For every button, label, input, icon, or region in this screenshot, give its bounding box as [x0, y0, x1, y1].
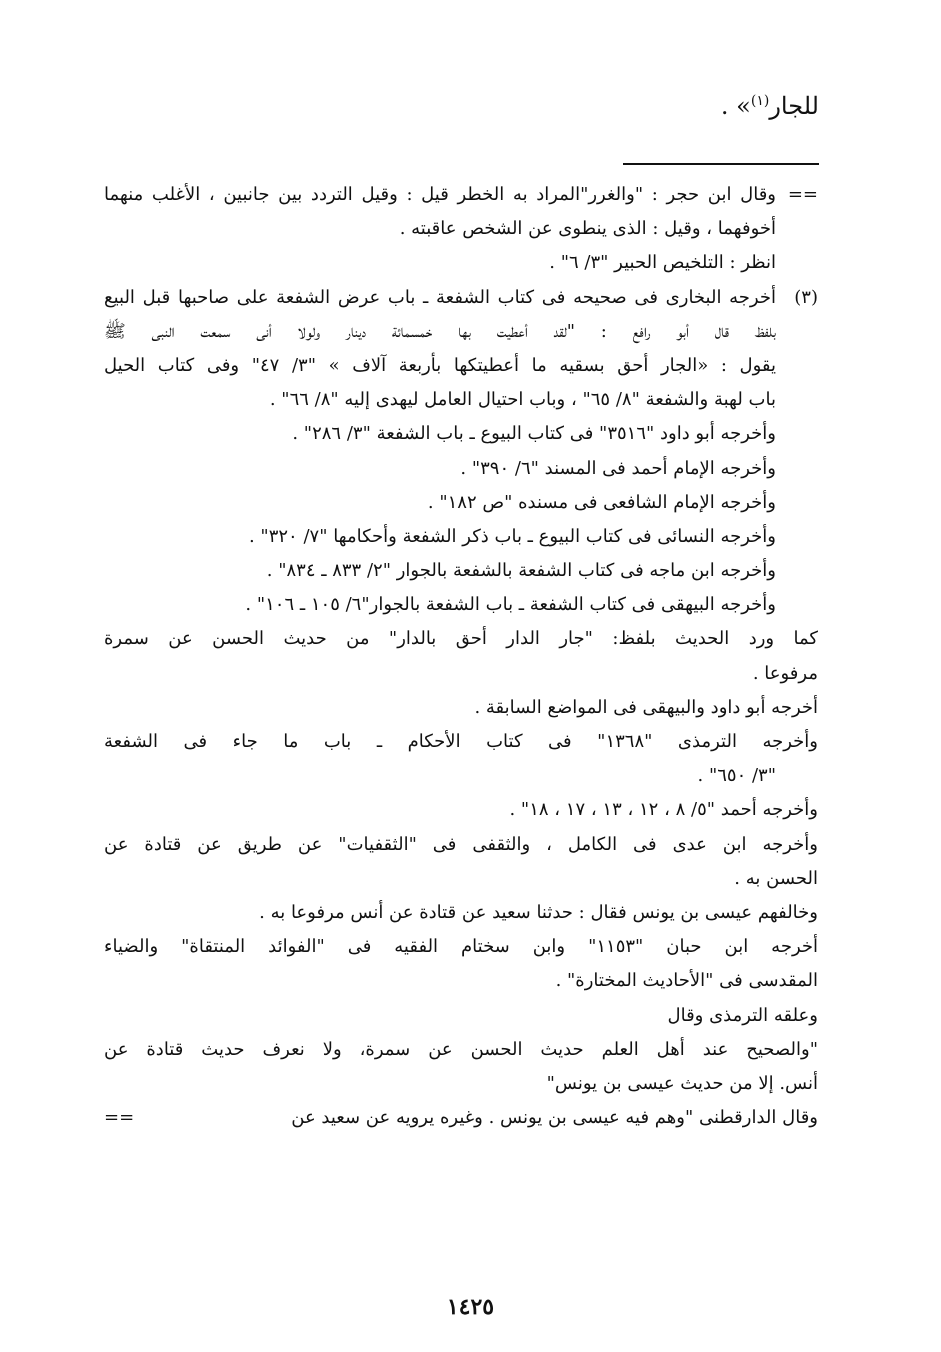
footnote-line	[104, 691, 818, 725]
footnote-text: وأخرجه أحمد "٥/ ٨ ، ١٢ ، ١٣ ، ١٧ ، ١٨" .	[509, 799, 818, 821]
footnote-text: وقال الدارقطنى "وهم فيه عيسى بن يونس . وغيره يرويه عن سعيد عن	[291, 1107, 818, 1129]
continuation-end-mark: ==	[104, 1107, 135, 1129]
footnote-text: أخرجه ابن حبان "١١٥٣" وابن سختام الفقيه فى "الفوائد المنتقاة" والضياء	[104, 936, 818, 958]
footnote-line	[104, 1033, 818, 1067]
footnote-text: وقال ابن حجر : "والغرر"المراد به الخطر قيل : وقيل التردد بين جانبين ، الأغلب منهما	[104, 184, 776, 205]
footnote-line	[104, 315, 818, 349]
footnote-text: أخرجه البخارى فى صحيحه فى كتاب الشفعة ـ باب عرض الشفعة على صاحبها قبل البيع	[104, 286, 776, 308]
footnote-line	[104, 212, 818, 246]
footnote-text: "والصحيح عند أهل العلم حديث الحسن عن سمرة، ولا نعرف حديث قتادة عن	[104, 1038, 818, 1060]
footnote-line	[104, 520, 818, 554]
footnote-line	[104, 452, 818, 486]
footnote-line	[104, 349, 818, 383]
footnote-line	[104, 246, 818, 280]
footnote-text: انظر : التلخيص الحبير "٣/ ٦" .	[549, 252, 776, 274]
footnote-line	[104, 964, 818, 998]
footnote-line	[104, 1067, 818, 1101]
footnote-text: وأخرجه ابن عدى فى الكامل ، والثقفى فى "الثقفيات" عن طريق عن قتادة عن	[104, 833, 818, 855]
footnote-reference: (١)	[750, 93, 770, 109]
footnote-text: وأخرجه الإمام أحمد فى المسند "٦/ ٣٩٠" .	[460, 457, 776, 479]
main-text-line	[721, 92, 819, 120]
footnote-text: كما ورد الحديث بلفظ: "جار الدار أحق بالدار" من حديث الحسن عن سمرة	[104, 628, 818, 650]
footnote-text: المقدسى فى "الأحاديث المختارة" .	[555, 970, 818, 992]
footnote-line	[104, 622, 818, 656]
main-text: للجار	[769, 92, 819, 120]
footnote-line	[104, 725, 818, 759]
footnote-line	[104, 930, 818, 964]
footnote-text: وخالفهم عيسى بن يونس فقال : حدثنا سعيد عن قتادة عن أنس مرفوعا به .	[259, 901, 818, 923]
footnote-text: بلفظ قال أبو رافع : "لقد أعطيت بها خمسمائة دينار ولولا أنى سمعت النبى ﷺ	[104, 320, 776, 342]
footnote-text: مرفوعا .	[752, 662, 818, 684]
footnote-3-first-line	[104, 281, 818, 315]
footnote-line	[104, 588, 818, 622]
footnote-separator	[623, 163, 819, 165]
page-number: ١٤٢٥	[446, 1294, 495, 1320]
footnote-text: "٣/ ٦٥٠" .	[697, 765, 776, 787]
closing-quote: » .	[720, 92, 751, 120]
footnote-text: وأخرجه الإمام الشافعى فى مسنده "ص ١٨٢" .	[427, 491, 776, 513]
footnote-line	[104, 554, 818, 588]
footnotes-block	[104, 178, 818, 1135]
footnote-line	[104, 862, 818, 896]
footnote-text: أخرجه أبو داود والبيهقى فى المواضع السابقة .	[474, 696, 818, 718]
footnote-text: أخوفهما ، وقيل : الذى ينطوى عن الشخص عاقبته .	[399, 218, 776, 240]
footnote-line	[104, 486, 818, 520]
footnote-line	[104, 383, 818, 417]
footnote-line	[104, 828, 818, 862]
footnote-line	[104, 1101, 818, 1135]
footnote-number: (٣)	[794, 286, 818, 308]
footnote-text: وأخرجه الترمذى "١٣٦٨" فى كتاب الأحكام ـ باب ما جاء فى الشفعة	[104, 731, 818, 752]
footnote-text: الحسن به .	[734, 867, 818, 889]
footnote-text: وأخرجه البيهقى فى كتاب الشفعة ـ باب الشفعة بالجوار"٦/ ١٠٥ ـ ١٠٦" .	[245, 594, 776, 616]
footnote-line	[104, 417, 818, 451]
footnote-line	[104, 999, 818, 1033]
footnote-text: وأخرجه أبو داود "٣٥١٦" فى كتاب البيوع ـ باب الشفعة "٣/ ٢٨٦" .	[292, 423, 776, 445]
footnote-text: وأخرجه ابن ماجه فى كتاب الشفعة بالشفعة بالجوار "٢/ ٨٣٣ ـ ٨٣٤" .	[266, 560, 776, 582]
footnote-text: أنس. إلا من حديث عيسى بن يونس"	[546, 1072, 818, 1094]
continuation-mark: ==	[787, 184, 818, 205]
footnote-line	[104, 657, 818, 691]
footnote-line	[104, 793, 818, 827]
footnote-text: باب لهبة والشفعة "٨/ ٦٥" ، وباب احتيال العامل ليهدى إليه "٨/ ٦٦" .	[269, 389, 776, 411]
footnote-line	[104, 896, 818, 930]
footnote-line	[104, 178, 818, 212]
footnote-line	[104, 759, 818, 793]
footnote-text: وعلقه الترمذى وقال	[667, 1004, 818, 1026]
footnote-text: يقول : «الجار أحق بسقيه ما أعطيتكها بأربعة آلاف » "٣/ ٤٧" وفى كتاب الحيل	[104, 354, 777, 376]
footnote-text: وأخرجه النسائى فى كتاب البيوع ـ باب ذكر الشفعة وأحكامها "٧/ ٣٢٠" .	[248, 525, 776, 547]
